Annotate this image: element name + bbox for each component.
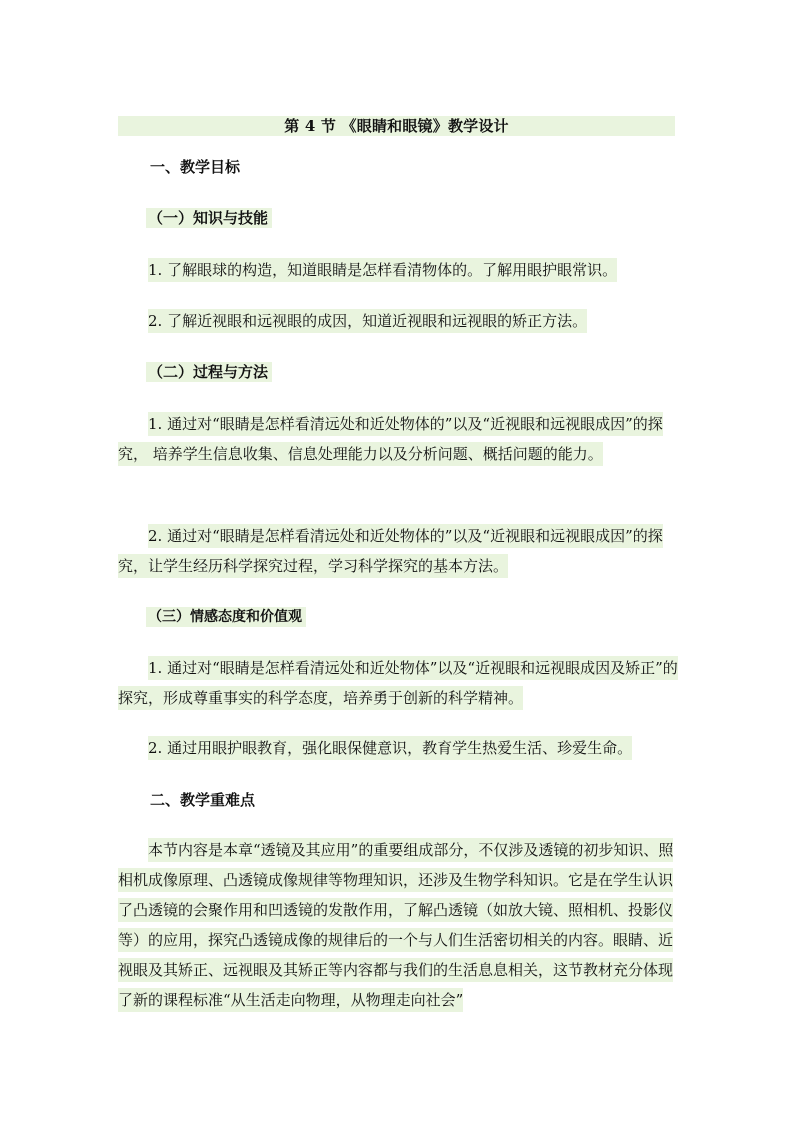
paragraph-text: 1. 通过对“眼睛是怎样看清远处和近处物体的”以及“近视眼和远视眼成因”的探究， 培养学生信息收集、信息处理能力以及分析问题、概括问题的能力。 — [118, 412, 663, 466]
paragraph-process-1 — [118, 409, 678, 469]
page-title: 第 4 节 《眼睛和眼镜》教学设计 — [284, 117, 509, 135]
paragraph-attitude-1 — [118, 653, 678, 713]
subheading-process-method: （二）过程与方法 — [146, 362, 272, 382]
heading-key-difficulties: 二、教学重难点 — [150, 791, 256, 809]
paragraph-attitude-2 — [118, 733, 708, 763]
paragraph-key-difficulties — [118, 835, 678, 1015]
paragraph-text: 2. 通过用眼护眼教育，强化眼保健意识，教育学生热爱生活、珍爱生命。 — [148, 736, 632, 760]
subheading-knowledge-skills: （一）知识与技能 — [146, 208, 272, 228]
subheading-attitude-values: （三）情感态度和价值观 — [146, 607, 306, 627]
paragraph-text: 1. 通过对“眼睛是怎样看清远处和近处物体”以及“近视眼和远视眼成因及矫正”的探究，形成尊重事实的科学态度，培养勇于创新的科学精神。 — [118, 656, 678, 710]
paragraph-process-2 — [118, 521, 678, 581]
paragraph-text: 2. 通过对“眼睛是怎样看清远处和近处物体的”以及“近视眼和远视眼成因”的探究，让学生经历科学探究过程，学习科学探究的基本方法。 — [118, 524, 663, 578]
heading-teaching-goals: 一、教学目标 — [150, 158, 241, 176]
paragraph-text: 2. 了解近视眼和远视眼的成因，知道近视眼和远视眼的矫正方法。 — [148, 309, 587, 333]
paragraph-goal-1 — [118, 255, 708, 285]
paragraph-goal-2 — [118, 306, 708, 336]
paragraph-text: 本节内容是本章“透镜及其应用”的重要组成部分，不仅涉及透镜的初步知识、照相机成像原理、凸透镜成像规律等物理知识，还涉及生物学科知识。它是在学生认识了凸透镜的会聚作用和凹透镜的发散作用，了解凸透镜（如放大镜、照相机、投影仪等）的应用，探究凸透镜成像的规律后的一个与人们生活密切相关的内容。眼睛、近视眼及其矫正、远视眼及其矫正等内容都与我们的生活息息相关，这节教材充分体现了新的课程标准“从生活走向物理，从物理走向社会” — [118, 838, 673, 1012]
paragraph-text: 1. 了解眼球的构造，知道眼睛是怎样看清物体的。了解用眼护眼常识。 — [148, 258, 617, 282]
